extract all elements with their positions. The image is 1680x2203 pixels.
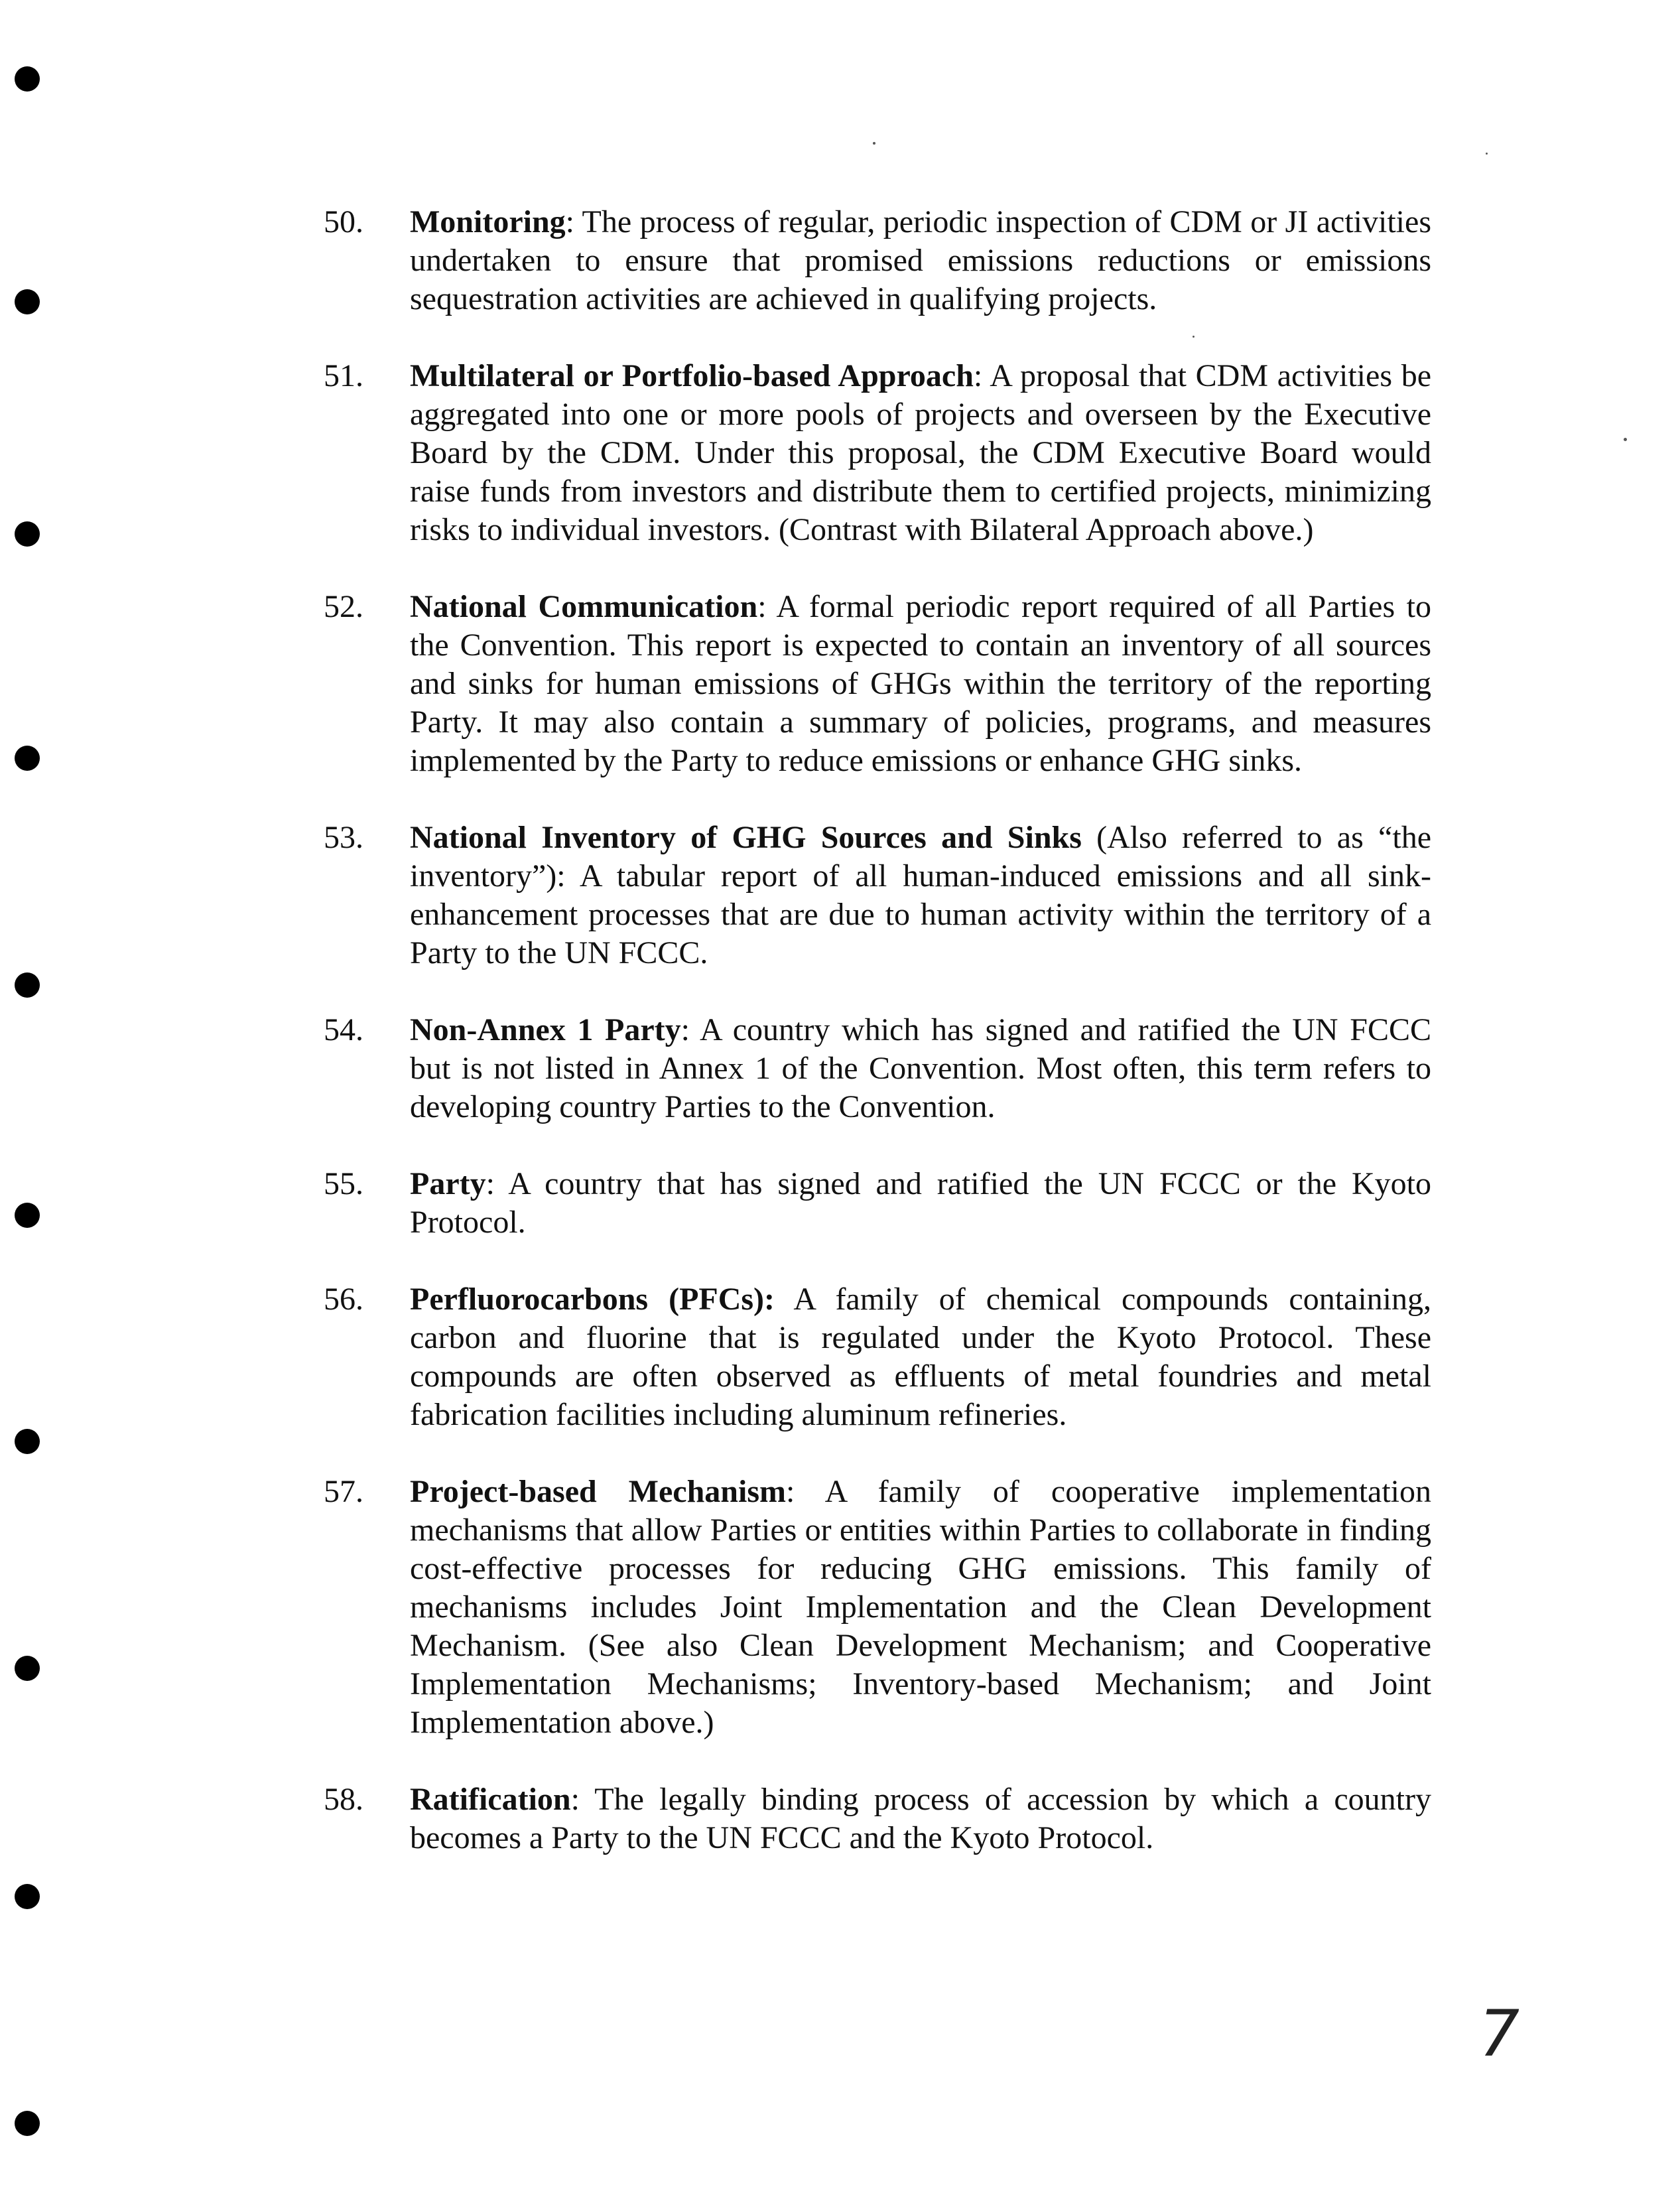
binder-hole	[15, 1656, 40, 1681]
entry-term: National Communication	[410, 589, 758, 624]
entry-number: 53.	[324, 820, 363, 855]
glossary-entry	[324, 819, 1431, 972]
binder-hole	[15, 746, 40, 771]
binder-hole	[15, 289, 40, 314]
entry-definition: A country that has signed and ratified the UN FCCC or the Kyoto Protocol.	[410, 1166, 1431, 1240]
entry-term: Party	[410, 1166, 486, 1201]
entry-separator: :	[757, 589, 767, 624]
glossary-entry	[324, 1165, 1431, 1242]
entry-definition: The legally binding process of accession by which a country becomes a Party to the UN FCCC and the Kyoto Protocol.	[410, 1782, 1431, 1855]
entry-term: Perfluorocarbons (PFCs):	[410, 1282, 775, 1317]
entry-term: Monitoring	[410, 204, 566, 239]
binder-hole	[15, 1884, 40, 1909]
glossary-entry	[324, 1011, 1431, 1126]
handwritten-page-number: 7	[1479, 1997, 1520, 2071]
entry-definition: A formal periodic report required of all Parties to the Convention. This report is expected to contain an inventory of all sources and sinks for human emissions of GHGs within the territory of the reporting Party. It may also contain a summary of policies, programs, and measures implemented by the Party to reduce emissions or enhance GHG sinks.	[410, 589, 1431, 778]
binder-hole	[15, 2111, 40, 2136]
glossary-entry	[324, 1280, 1431, 1434]
entry-definition: A proposal that CDM activities be aggregated into one or more pools of projects and overseen by the Executive Board by the CDM. Under this proposal, the CDM Executive Board would raise funds from investors and distribute them to certified projects, minimizing risks to individual investors. (Contrast with Bilateral Approach above.)	[410, 358, 1431, 547]
entry-definition: A country which has signed and ratified the UN FCCC but is not listed in Annex 1 of the Convention. Most often, this term refers to developing country Parties to the Convention.	[410, 1012, 1432, 1124]
entry-separator: :	[973, 358, 983, 393]
entry-definition: (Also referred to as “the inventory”): A tabular report of all human-induced emissions and all sink-enhancement processes that are due to human activity within the territory of a Party to the UN FCCC.	[410, 820, 1432, 970]
entry-definition: A family of cooperative implementation mechanisms that allow Parties or entities within Parties to collaborate in finding cost-effective processes for reducing GHG emissions. This family of mechanisms includes Joint Implementation and the Clean Development Mechanism. (See also Clean Development Mechanism; and Cooperative Implementation Mechanisms; Inventory-based Mechanism; and Joint Implementation above.)	[410, 1474, 1431, 1740]
scan-speck	[873, 142, 875, 145]
entry-definition: A family of chemical compounds containing, carbon and fluorine that is regulated under the Kyoto Protocol. These compounds are often observed as effluents of metal foundries and metal fabrication facilities including aluminum refineries.	[410, 1282, 1432, 1432]
binder-hole	[15, 1429, 40, 1454]
entry-definition: The process of regular, periodic inspection of CDM or JI activities undertaken to ensure that promised emissions reductions or emissions sequestration activities are achieved in qualifying projects.	[410, 204, 1431, 316]
entry-number: 56.	[324, 1282, 363, 1317]
entry-number: 58.	[324, 1782, 363, 1817]
entry-separator: :	[565, 204, 574, 239]
entry-separator: :	[485, 1166, 495, 1201]
entry-number: 50.	[324, 204, 363, 239]
entry-number: 55.	[324, 1166, 363, 1201]
scan-speck	[1486, 153, 1488, 155]
entry-number: 57.	[324, 1474, 363, 1509]
entry-term: Multilateral or Portfolio-based Approach	[410, 358, 974, 393]
binder-hole	[15, 66, 40, 92]
entry-term: National Inventory of GHG Sources and Sinks	[410, 820, 1082, 855]
scan-speck	[1624, 438, 1627, 441]
binder-hole	[15, 521, 40, 547]
glossary-entry	[324, 203, 1431, 318]
entry-separator: :	[680, 1012, 690, 1047]
glossary-entries	[324, 203, 1431, 1896]
entry-separator: :	[785, 1474, 795, 1509]
glossary-entry	[324, 1780, 1431, 1857]
entry-term: Project-based Mechanism	[410, 1474, 786, 1509]
entry-number: 52.	[324, 589, 363, 624]
binder-hole	[15, 1203, 40, 1228]
glossary-entry	[324, 1473, 1431, 1742]
entry-number: 54.	[324, 1012, 363, 1047]
glossary-entry	[324, 357, 1431, 549]
glossary-entry	[324, 588, 1431, 780]
entry-term: Non-Annex 1 Party	[410, 1012, 681, 1047]
entry-number: 51.	[324, 358, 363, 393]
entry-separator: :	[570, 1782, 580, 1817]
entry-term: Ratification	[410, 1782, 571, 1817]
binder-hole	[15, 972, 40, 998]
